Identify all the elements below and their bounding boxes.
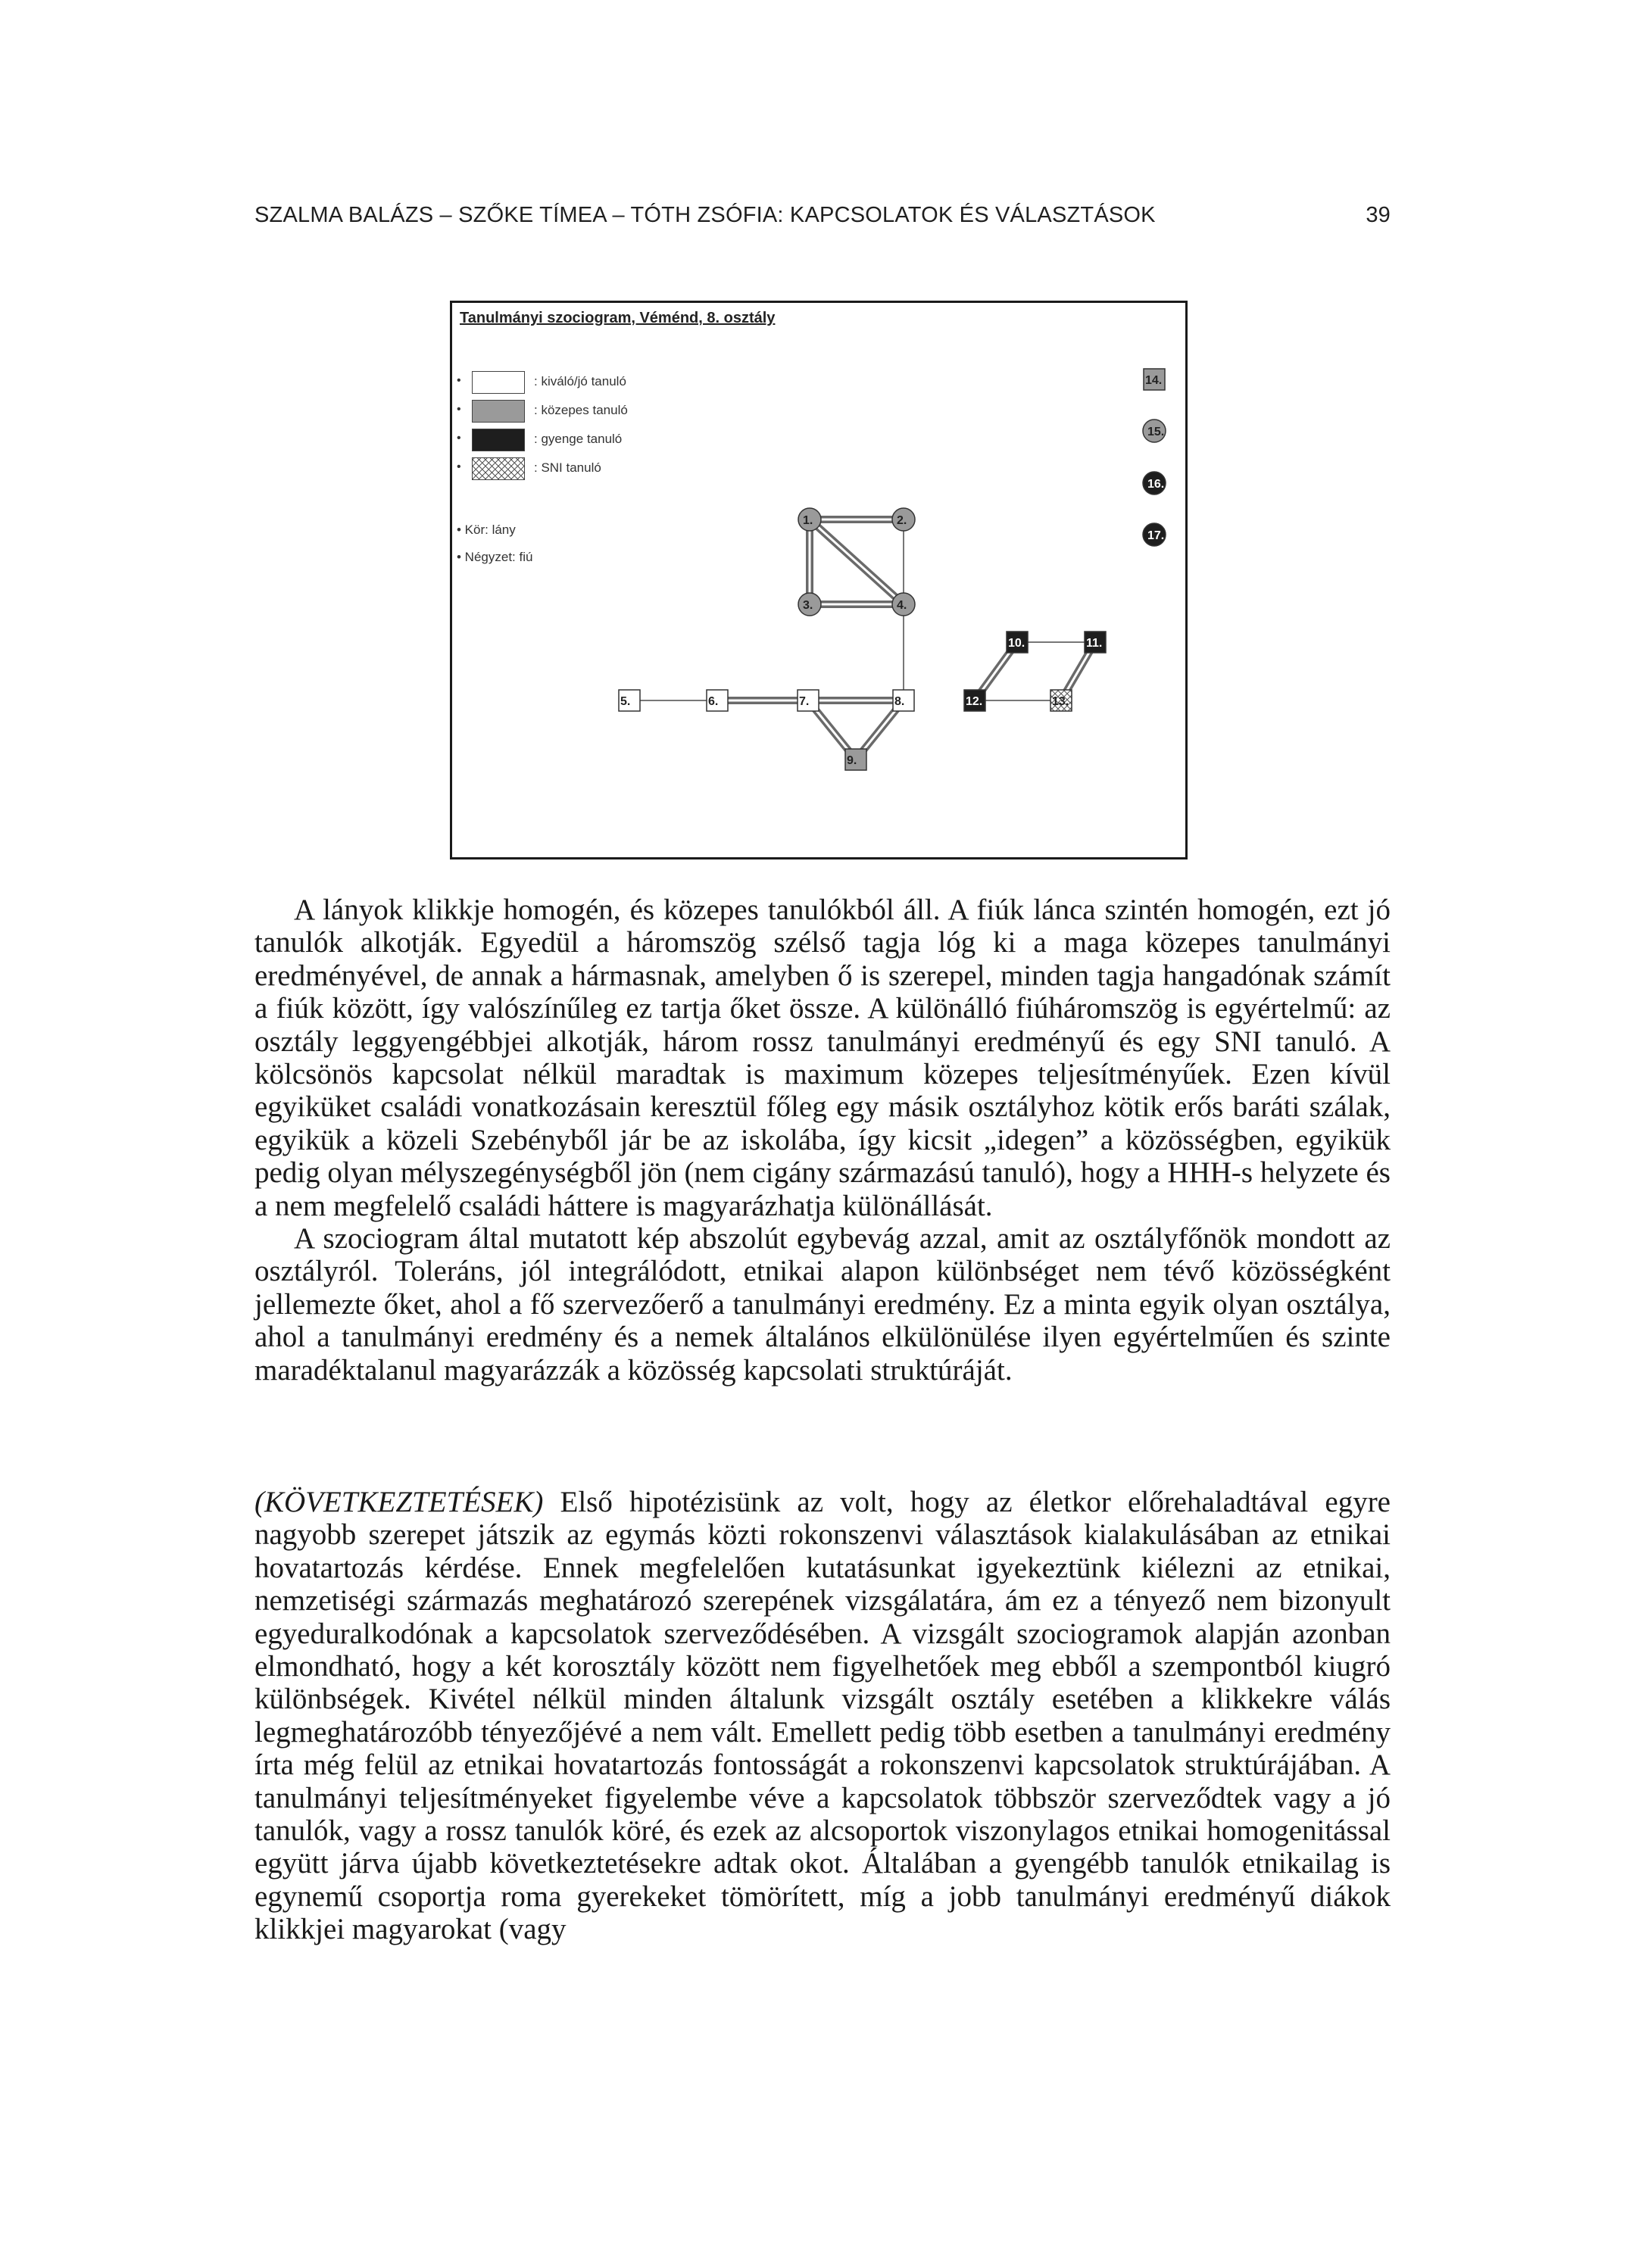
node-label: 5.	[620, 695, 631, 708]
node-label: 2.	[897, 514, 907, 527]
legend-swatch-weak	[472, 429, 525, 451]
legend-label: : gyenge tanuló	[534, 432, 623, 446]
node-label: 15.	[1147, 426, 1165, 438]
node-label: 14.	[1145, 374, 1163, 387]
node-label: 4.	[897, 599, 907, 612]
sociogram-figure	[450, 301, 1188, 859]
node-14	[1144, 369, 1165, 390]
paragraph: A szociogram által mutatott kép abszolút egybevág azzal, amit az osztályfőnök mondott az osztályról. Toleráns, jól integrálódott, etnikai alapon különbséget nem tévő közösségként jellemezte őket, ahol a fő szervezőerő a tanulmányi eredmény. Ez a minta egyik olyan osztálya, ahol a tanulmányi eredmény és a nemek általános elkülönülése ilyen egyértelműen és szinte maradéktalanul magyarázzák a közösség kapcsolati struktúráját.	[254, 1222, 1391, 1387]
conclusions-paragraph	[254, 1486, 1391, 1946]
node-4	[892, 593, 915, 616]
node-2	[892, 508, 915, 531]
node-12	[964, 690, 985, 711]
running-title: SZALMA BALÁZS – SZŐKE TÍMEA – TÓTH ZSÓFIA: KAPCSOLATOK ÉS VÁLASZTÁSOK	[254, 203, 1156, 227]
figure-title: Tanulmányi szociogram, Véménd, 8. osztály	[460, 310, 776, 326]
node-15	[1143, 420, 1166, 442]
node-11	[1085, 632, 1106, 653]
section-label: (KÖVETKEZTETÉSEK)	[254, 1486, 544, 1518]
legend-label: : SNI tanuló	[534, 460, 601, 475]
paragraph: A lányok klikkje homogén, és közepes tanulókból áll. A fiúk lánca szintén homogén, ezt jó tanulók alkotják. Egyedül a háromszög szélső tagja lóg ki a maga közepes tanulmányi eredményével, de annak a hármasnak, amelyben ő is szerepel, minden tagja hangadónak számít a fiúk között, így valószínűleg ez tartja őket össze. A különálló fiúháromszög is egyértelmű: az osztály leggyengébbjei alkotják, három rossz tanulmányi eredményű és egy SNI tanuló. A kölcsönös kapcsolat nélkül maradtak is maximum közepes teljesítményűek. Ezen kívül egyiküket családi vonatkozásain keresztül főleg egy másik osztályhoz kötik erős baráti szálak, egyikük a közeli Szebényből jár be az iskolába, így kicsit „idegen” a közösségben, egyikük pedig olyan mélyszegénységből jön (nem cigány származású tanuló), hogy a HHH-s helyzete és a nem megfelelő családi háttere is magyarázhatja különállását.	[254, 894, 1391, 1222]
node-3	[798, 593, 821, 616]
legend-swatch-average	[472, 400, 525, 423]
node-5	[619, 690, 640, 711]
running-header	[254, 203, 1391, 228]
legend-bullet: •	[457, 403, 461, 416]
legend-swatch-sni	[472, 457, 525, 480]
node-10	[1007, 632, 1028, 653]
node-6	[707, 690, 728, 711]
node-label: 9.	[847, 754, 857, 767]
node-1	[798, 508, 821, 531]
node-label: 13.	[1052, 695, 1069, 708]
node-label: 8.	[894, 695, 905, 708]
node-label: 3.	[803, 599, 813, 612]
edge-1-4	[810, 519, 904, 604]
node-label: 17.	[1147, 529, 1165, 542]
node-17	[1143, 523, 1166, 546]
shape-note-circle: • Kör: lány	[457, 523, 516, 537]
body-section-1	[254, 894, 1391, 1387]
node-13	[1050, 690, 1072, 711]
node-label: 12.	[966, 695, 983, 708]
legend-bullet: •	[457, 374, 461, 387]
legend-bullet: •	[457, 432, 461, 445]
node-label: 10.	[1008, 637, 1025, 650]
node-7	[798, 690, 819, 711]
shape-note-square: • Négyzet: fiú	[457, 550, 533, 564]
paragraph-text: Első hipotézisünk az volt, hogy az életkor előrehaladtával egyre nagyobb szerepet játszik az egymás közti rokonszenvi választások kialakulásában az etnikai hovatartozás kérdése. Ennek megfelelően kutatásunkat igyekeztünk kiélezni az etnikai, nemzetiségi származás meghatározó szerepének vizsgálatára, ám ez a tényező nem bizonyult egyeduralkodónak a kapcsolatok szerveződésében. A vizsgált szociogramok alapján azonban elmondható, hogy a két korosztály között nem figyelhetőek meg ebből a szempontból kiugró különbségek. Kivétel nélkül minden általunk vizsgált osztály esetében a klikkekre válás legmeghatározóbb tényezőjévé a nem vált. Emellett pedig több esetben a tanulmányi eredmény írta még felül az etnikai hovatartozás fontosságát a rokonszenvi kapcsolatok struktúrájában. A tanulmányi teljesítményeket figyelembe véve a kapcsolatok többször szerveződtek vagy a jó tanulók, vagy a rossz tanulók köré, és ezek az alcsoportok viszonylagos etnikai homogenitással együtt járva újabb következtetésekre adtak okot. Általában a gyengébb tanulók etnikailag is egynemű csoportja roma gyerekeket tömörített, míg a jobb tanulmányi eredményű diákok klikkjei magyarokat (vagy	[254, 1486, 1391, 1946]
body-section-2	[254, 1486, 1391, 1946]
node-16	[1143, 472, 1166, 494]
node-label: 6.	[708, 695, 719, 708]
node-label: 11.	[1086, 637, 1103, 650]
node-label: 16.	[1147, 478, 1165, 491]
node-9	[845, 749, 866, 770]
node-8	[893, 690, 914, 711]
node-label: 1.	[803, 514, 813, 527]
legend-bullet: •	[457, 460, 461, 473]
legend-label: : közepes tanuló	[534, 403, 628, 417]
page-number: 39	[1366, 203, 1391, 227]
legend-label: : kiváló/jó tanuló	[534, 374, 626, 388]
node-label: 7.	[799, 695, 810, 708]
legend-swatch-good	[472, 371, 525, 394]
